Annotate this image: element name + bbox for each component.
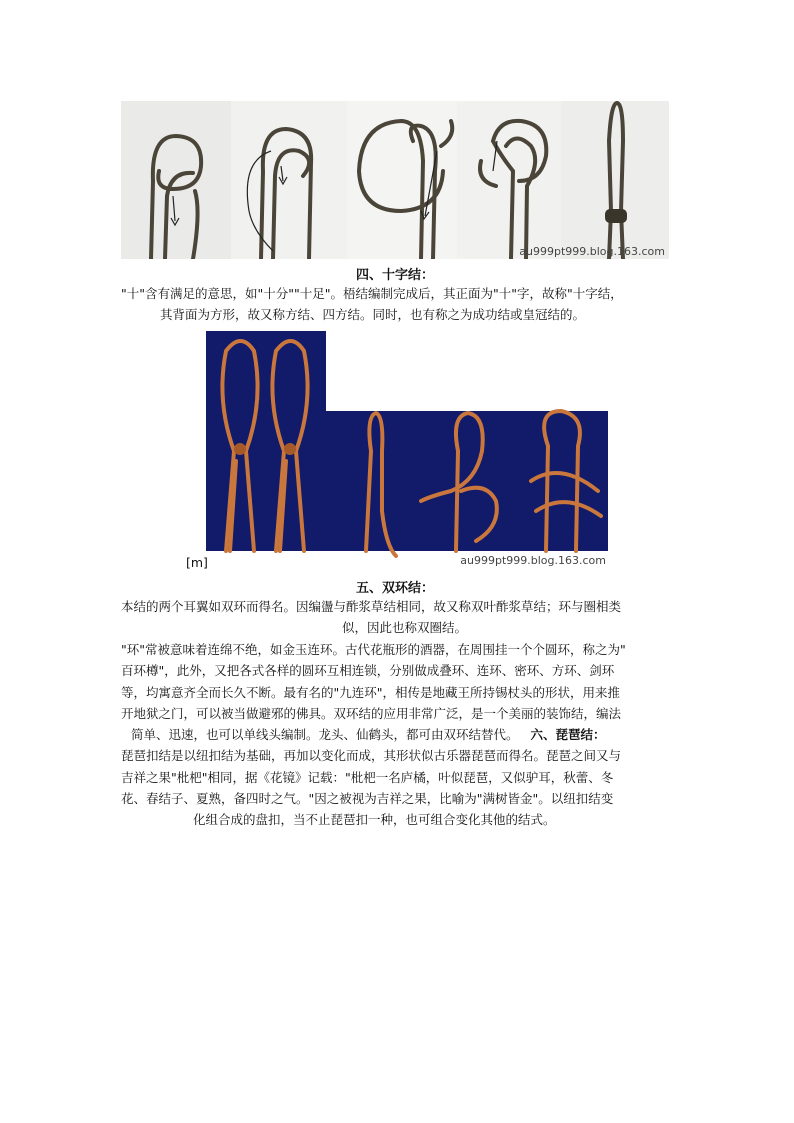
section-4-line-1: "十"含有满足的意思，如"十分""十足"。梧结编制完成后，其正面为"十"字，故称"十字结， bbox=[121, 286, 623, 301]
cross-knot-illustration bbox=[206, 331, 608, 569]
knot-steps-photo-2 bbox=[206, 331, 608, 569]
section-4-heading: 四、十字结： bbox=[355, 268, 434, 283]
section-5-line-6: 开地狱之门，可以被当做避邪的佛具。双环结的应用非常广泛，是一个美丽的装饰结，编法 bbox=[121, 706, 622, 721]
section-4-line-2: 其背面为方形，故又称方结、四方结。同时，也有称之为成功结或皇冠结的。 bbox=[160, 307, 586, 322]
photo-watermark-1: au999pt999.blog.163.com bbox=[519, 245, 665, 258]
section-5-heading: 五、双环结： bbox=[355, 581, 434, 596]
photo-watermark-2: au999pt999.blog.163.com bbox=[460, 554, 606, 567]
section-6-line-1: 琵琶扣结是以纽扣结为基础，再加以变化而成，其形状似古乐器琵琶而得名。琵琶之间又与 bbox=[121, 748, 622, 763]
marker-label: [m] bbox=[186, 555, 208, 570]
section-5-line-3: "环"常被意味着连绵不绝，如金玉连环。古代花瓶形的酒器，在周围挂一个个圆环，称之为" bbox=[121, 642, 626, 657]
section-6-line-3: 花、春结子、夏熟，备四时之气。"因之被视为吉祥之果，比喻为"满树皆金"。以纽扣结变 bbox=[121, 791, 614, 806]
section-6-heading: 六、琵琶结： bbox=[530, 727, 606, 742]
section-5-last-line: 简单、迅速，也可以单线头编制。龙头、仙鹤头，都可由双环结替代。 bbox=[131, 727, 519, 742]
section-5-line-5: 等，均寓意齐全而长久不断。最有名的"九连环"，相传是地藏王所持锡杖头的形状，用来推 bbox=[121, 685, 621, 700]
knot-steps-illustration-1 bbox=[121, 101, 669, 259]
section-5-line-4: 百环樽"，此外，又把各式各样的圆环互相连锁，分别做成叠环、连环、密环、方环、剑环 bbox=[121, 663, 615, 678]
knot-steps-photo-1 bbox=[121, 101, 669, 259]
section-5-line-7 bbox=[131, 725, 606, 743]
section-6-line-4: 化组合成的盘扣，当不止琵琶扣一种，也可组合变化其他的结式。 bbox=[193, 812, 556, 827]
section-5-line-2: 似，因此也称双圈结。 bbox=[342, 620, 468, 635]
section-6-line-2: 吉祥之果"枇杷"相同，据《花镜》记载："枇杷一名庐橘，叶似琵琶，又似驴耳，秋蕾、冬 bbox=[121, 770, 614, 785]
section-5-line-1: 本结的两个耳翼如双环而得名。因编盪与酢浆草结相同，故又称双叶酢浆草结；环与圈相类 bbox=[121, 599, 622, 614]
